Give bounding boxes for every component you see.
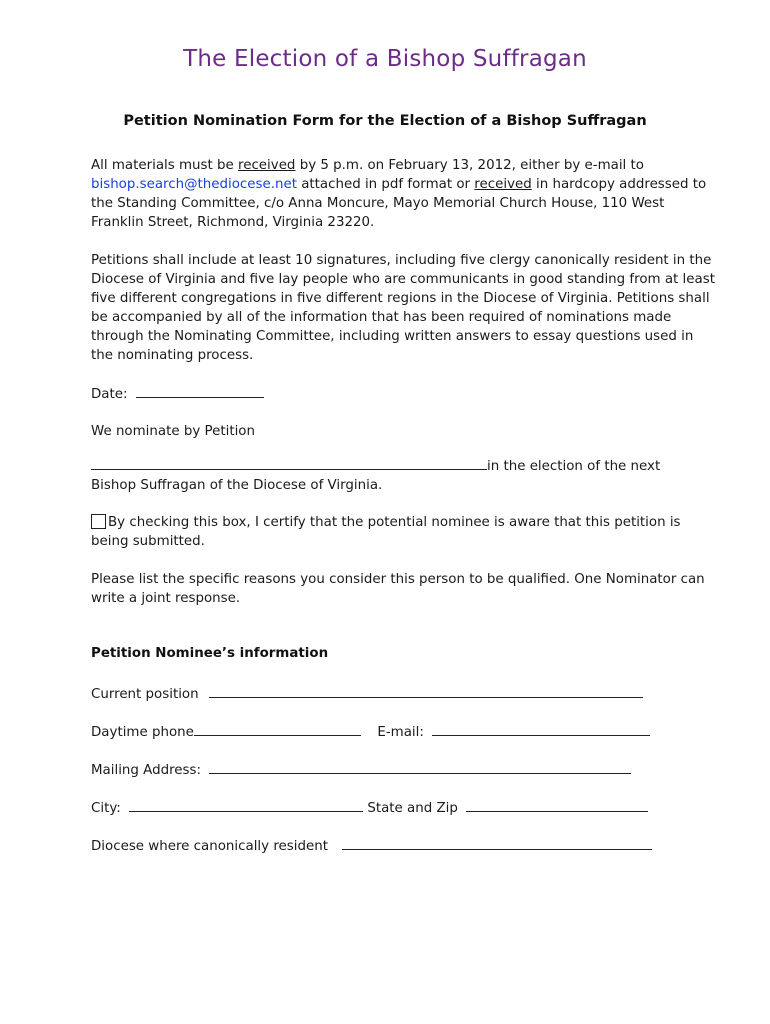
email-link[interactable]: bishop.search@thediocese.net: [91, 177, 297, 192]
nominate-label: We nominate by Petition: [91, 424, 255, 439]
city-label: City:: [91, 801, 121, 816]
nominee-line-suffix: in the election of the next: [487, 459, 661, 474]
reasons-line-2: write a joint response.: [91, 591, 241, 606]
state-zip-label: State and Zip: [367, 801, 458, 816]
certify-row: [91, 513, 681, 551]
certify-text-line-1: By checking this box, I certify that the potential nominee is aware that this petition is: [108, 515, 681, 530]
certify-checkbox[interactable]: [91, 514, 106, 529]
reasons-instructions: [91, 570, 705, 608]
nominee-name-row: [91, 456, 660, 495]
requirements-line: be accompanied by all of the information that has been required of nominations made: [91, 310, 672, 325]
nominee-line-2: Bishop Suffragan of the Diocese of Virginia.: [91, 478, 383, 493]
current-position-label: Current position: [91, 687, 199, 702]
reasons-line-1: Please list the specific reasons you consider this person to be qualified. One Nominator can: [91, 572, 705, 587]
nominee-name-field[interactable]: [91, 456, 487, 470]
diocese-field[interactable]: [342, 836, 652, 850]
requirements-line: five different congregations in five different regions in the Diocese of Virginia. Petitions shall: [91, 291, 710, 306]
document-title: The Election of a Bishop Suffragan: [183, 46, 587, 72]
petition-requirements: [91, 251, 715, 365]
current-position-field[interactable]: [209, 684, 643, 698]
daytime-phone-label: Daytime phone: [91, 725, 194, 740]
instructions-line-3: the Standing Committee, c/o Anna Moncure, Mayo Memorial Church House, 110 West: [91, 196, 665, 211]
certify-text-line-2: being submitted.: [91, 534, 205, 549]
diocese-label: Diocese where canonically resident: [91, 839, 328, 854]
requirements-line: Petitions shall include at least 10 signatures, including five clergy canonically resident in the: [91, 253, 712, 268]
mailing-address-row: [91, 760, 631, 780]
current-position-row: [91, 684, 643, 704]
state-zip-field[interactable]: [466, 798, 648, 812]
nominee-info-heading: Petition Nominee’s information: [91, 646, 329, 661]
instructions-line-1: All materials must be received by 5 p.m. on February 13, 2012, either by e-mail to: [91, 158, 644, 173]
date-field[interactable]: [136, 384, 264, 398]
instructions-line-4: Franklin Street, Richmond, Virginia 23220.: [91, 215, 375, 230]
form-subtitle: Petition Nomination Form for the Election of a Bishop Suffragan: [123, 113, 647, 129]
requirements-line: Diocese of Virginia and five lay people who are communicants in good standing from at least: [91, 272, 715, 287]
city-state-row: [91, 798, 648, 818]
city-field[interactable]: [129, 798, 363, 812]
submission-instructions: [91, 156, 707, 232]
mailing-address-field[interactable]: [209, 760, 631, 774]
phone-email-row: [91, 722, 650, 742]
email-label: E-mail:: [377, 725, 424, 740]
instructions-line-2: bishop.search@thediocese.net attached in pdf format or received in hardcopy addressed to: [91, 177, 707, 192]
requirements-line: the nominating process.: [91, 348, 254, 363]
date-label: Date:: [91, 387, 128, 402]
mailing-address-label: Mailing Address:: [91, 763, 202, 778]
requirements-line: through the Nominating Committee, including written answers to essay questions used in: [91, 329, 694, 344]
nominate-label-row: [91, 422, 255, 441]
date-row: [91, 384, 264, 404]
diocese-row: [91, 836, 652, 856]
email-field[interactable]: [432, 722, 650, 736]
daytime-phone-field[interactable]: [194, 722, 361, 736]
